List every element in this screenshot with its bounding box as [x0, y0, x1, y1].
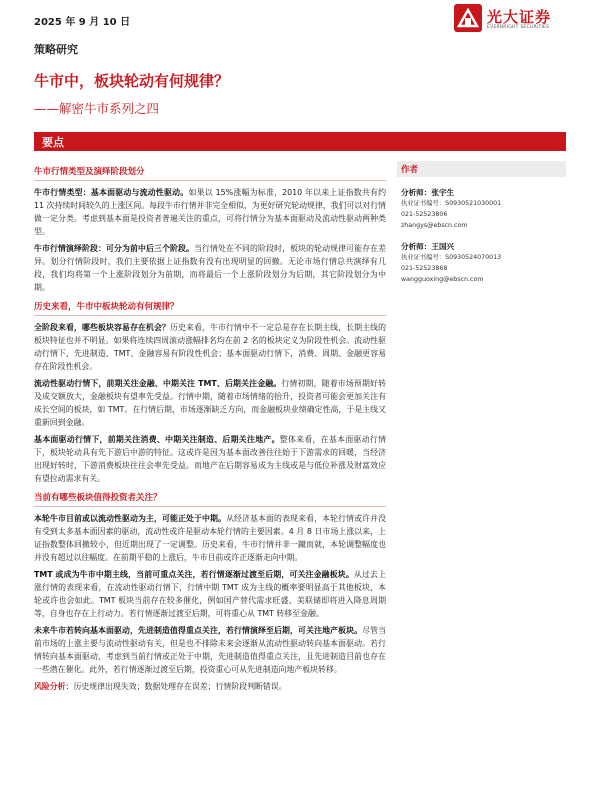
- paragraph-all-stages: 全阶段来看，哪些板块容易存在机会？历史来看，牛市行情中不一定总是存在长期主线，长期主线的板块特征也并不明显。如果将连续四周滚动涨幅排名均在前 2 名的板块定义为阶段性机会。流动性驱动行情下，先进制造、TMT、金融容易有阶段性机会；基本面驱动行情下，消费、周期、金融更容易存在阶段性机会。: [34, 323, 386, 371]
- section-heading-types: 牛市行情类型及演绎阶段划分: [34, 165, 386, 181]
- author-phone: 021-52523806: [401, 211, 448, 218]
- section-heading-history: 历史来看，牛市中板块轮动有何规律？: [34, 300, 386, 316]
- logo-english-name: EVERBRIGHT SECURITIES: [487, 25, 550, 30]
- paragraph-market-stages: 牛市行情演绎阶段：可分为前中后三个阶段。当行情处在不同的阶段时，板块的轮动规律可能存在差异。划分行情阶段时，我们主要依据上证指数有没有出现明显的回撤。无论市场行情总共演绎有几段，我们均将第一个上涨阶段划分为前期，而将最后一个上涨阶段划分为后期，其它阶段划分为中期。: [34, 244, 386, 292]
- author-email[interactable]: wangguoxing@ebscn.com: [401, 276, 484, 283]
- author-phone: 021-52523868: [401, 265, 448, 272]
- paragraph-market-types: 牛市行情类型：基本面驱动与流动性驱动。如果以 15%涨幅为标准，2010 年以来上证指数共有约 11 次持续时间较久的上涨区间。每段牛市行情并非完全相似，为更好研究轮动规律，我们可以对行情做一定分类。考虑到基本面是投资者普遍关注的重点，可将行情分为基本面驱动及流动性驱动两种类型。: [34, 188, 386, 236]
- author-name: 张宇生: [431, 188, 455, 197]
- author-name: 王国兴: [431, 242, 455, 251]
- section-heading-current: 当前有哪些板块值得投资者关注？: [34, 491, 386, 507]
- author-license: 执业证书编号：S0930521030001: [401, 200, 502, 207]
- author-card: [401, 187, 566, 231]
- author-email[interactable]: zhangys@ebscn.com: [401, 222, 468, 229]
- report-date: 2025 年 9 月 10 日: [34, 17, 131, 28]
- summary-label: 要点: [42, 136, 64, 149]
- report-title: 牛市中，板块轮动有何规律？: [34, 72, 230, 90]
- authors-label: 作者: [401, 165, 419, 175]
- paragraph-liquidity-driven: 流动性驱动行情下，前期关注金融、中期关注 TMT、后期关注金融。行情初期，随着市场预期好转及成交额放大，金融板块有望率先受益。行情中期，随着市场情绪的抬升，投资者可能会更加关注有成长空间的板块，如 TMT。在行情后期，市场逐渐缺乏方向，而金融板块业绩确定性高，于是主线又重新回到金融。: [34, 379, 386, 427]
- main-content: [34, 155, 386, 697]
- paragraph-current-phase: 本轮牛市目前或以流动性驱动为主，可能正处于中期。从经济基本面的表现来看，本轮行情或许并没有受到太多基本面因素的驱动，流动性或许是驱动本轮行情的主要因素。4 月 8 日市场上涨以来，上证指数整体回撤较小，但近期出现了一定调整。历史来看，牛市行情并非一蹴而就，本轮调整幅度也并没有超过以往幅度。在前期平稳的上涨后，牛市目前或许正逐渐走向中期。: [34, 514, 386, 562]
- paragraph-fundamental-driven: 基本面驱动行情下，前期关注消费、中期关注制造、后期关注地产。整体来看，在基本面驱动行情下，板块轮动具有先下游后中游的特征。这或许是因为基本面改善往往始于下游需求的回暖，当经济出现好转时，下游消费板块往往会率先受益。而地产在后期容易成为主线或是与低位补涨及财富效应有望拉动需求有关。: [34, 435, 386, 483]
- author-role: 分析师：: [401, 188, 432, 197]
- logo-mark-icon: [454, 4, 482, 32]
- report-category: 策略研究: [34, 43, 78, 56]
- author-role: 分析师：: [401, 242, 432, 251]
- paragraph-tmt-focus: TMT 或成为牛市中期主线，当前可重点关注，若行情逐渐过渡至后期，可关注金融板块。从过去上涨行情的表现来看，在流动性驱动行情下，行情中期 TMT 成为主线的概率要明显高于其他板块，本轮或许也会如此。TMT 板块当前存在较多催化，例如国产替代需求旺盛、美联储即将进入降息周期等，自身也存在上行动力。若行情逐渐过渡至后期，可将重心从 TMT 转移至金融。: [34, 570, 386, 618]
- authors-header: [397, 161, 566, 177]
- risk-analysis: 风险分析：历史规律出现失效；数据处理存在误差；行情阶段判断错误。: [34, 682, 287, 691]
- author-license: 执业证书编号：S0930524070013: [401, 254, 502, 261]
- report-subtitle: ——解密牛市系列之四: [34, 101, 160, 116]
- author-card: [401, 241, 566, 285]
- paragraph-manufacturing-focus: 未来牛市若转向基本面驱动，先进制造值得重点关注，若行情演绎至后期，可关注地产板块。尽管当前市场的上涨主要与流动性驱动有关，但是也不排除未来会逐渐从流动性驱动转向基本面驱动。若行情转向基本面驱动，考虑到当前行情或正处于中期，先进制造值得重点关注，且先进制造目前也存在一些潜在催化。此外，若行情逐渐过渡至后期，投资重心可从先进制造向地产板块转移。: [34, 626, 386, 674]
- company-logo: [454, 4, 574, 36]
- logo-chinese-name: 光大证券: [487, 8, 552, 26]
- summary-bar: [34, 132, 566, 151]
